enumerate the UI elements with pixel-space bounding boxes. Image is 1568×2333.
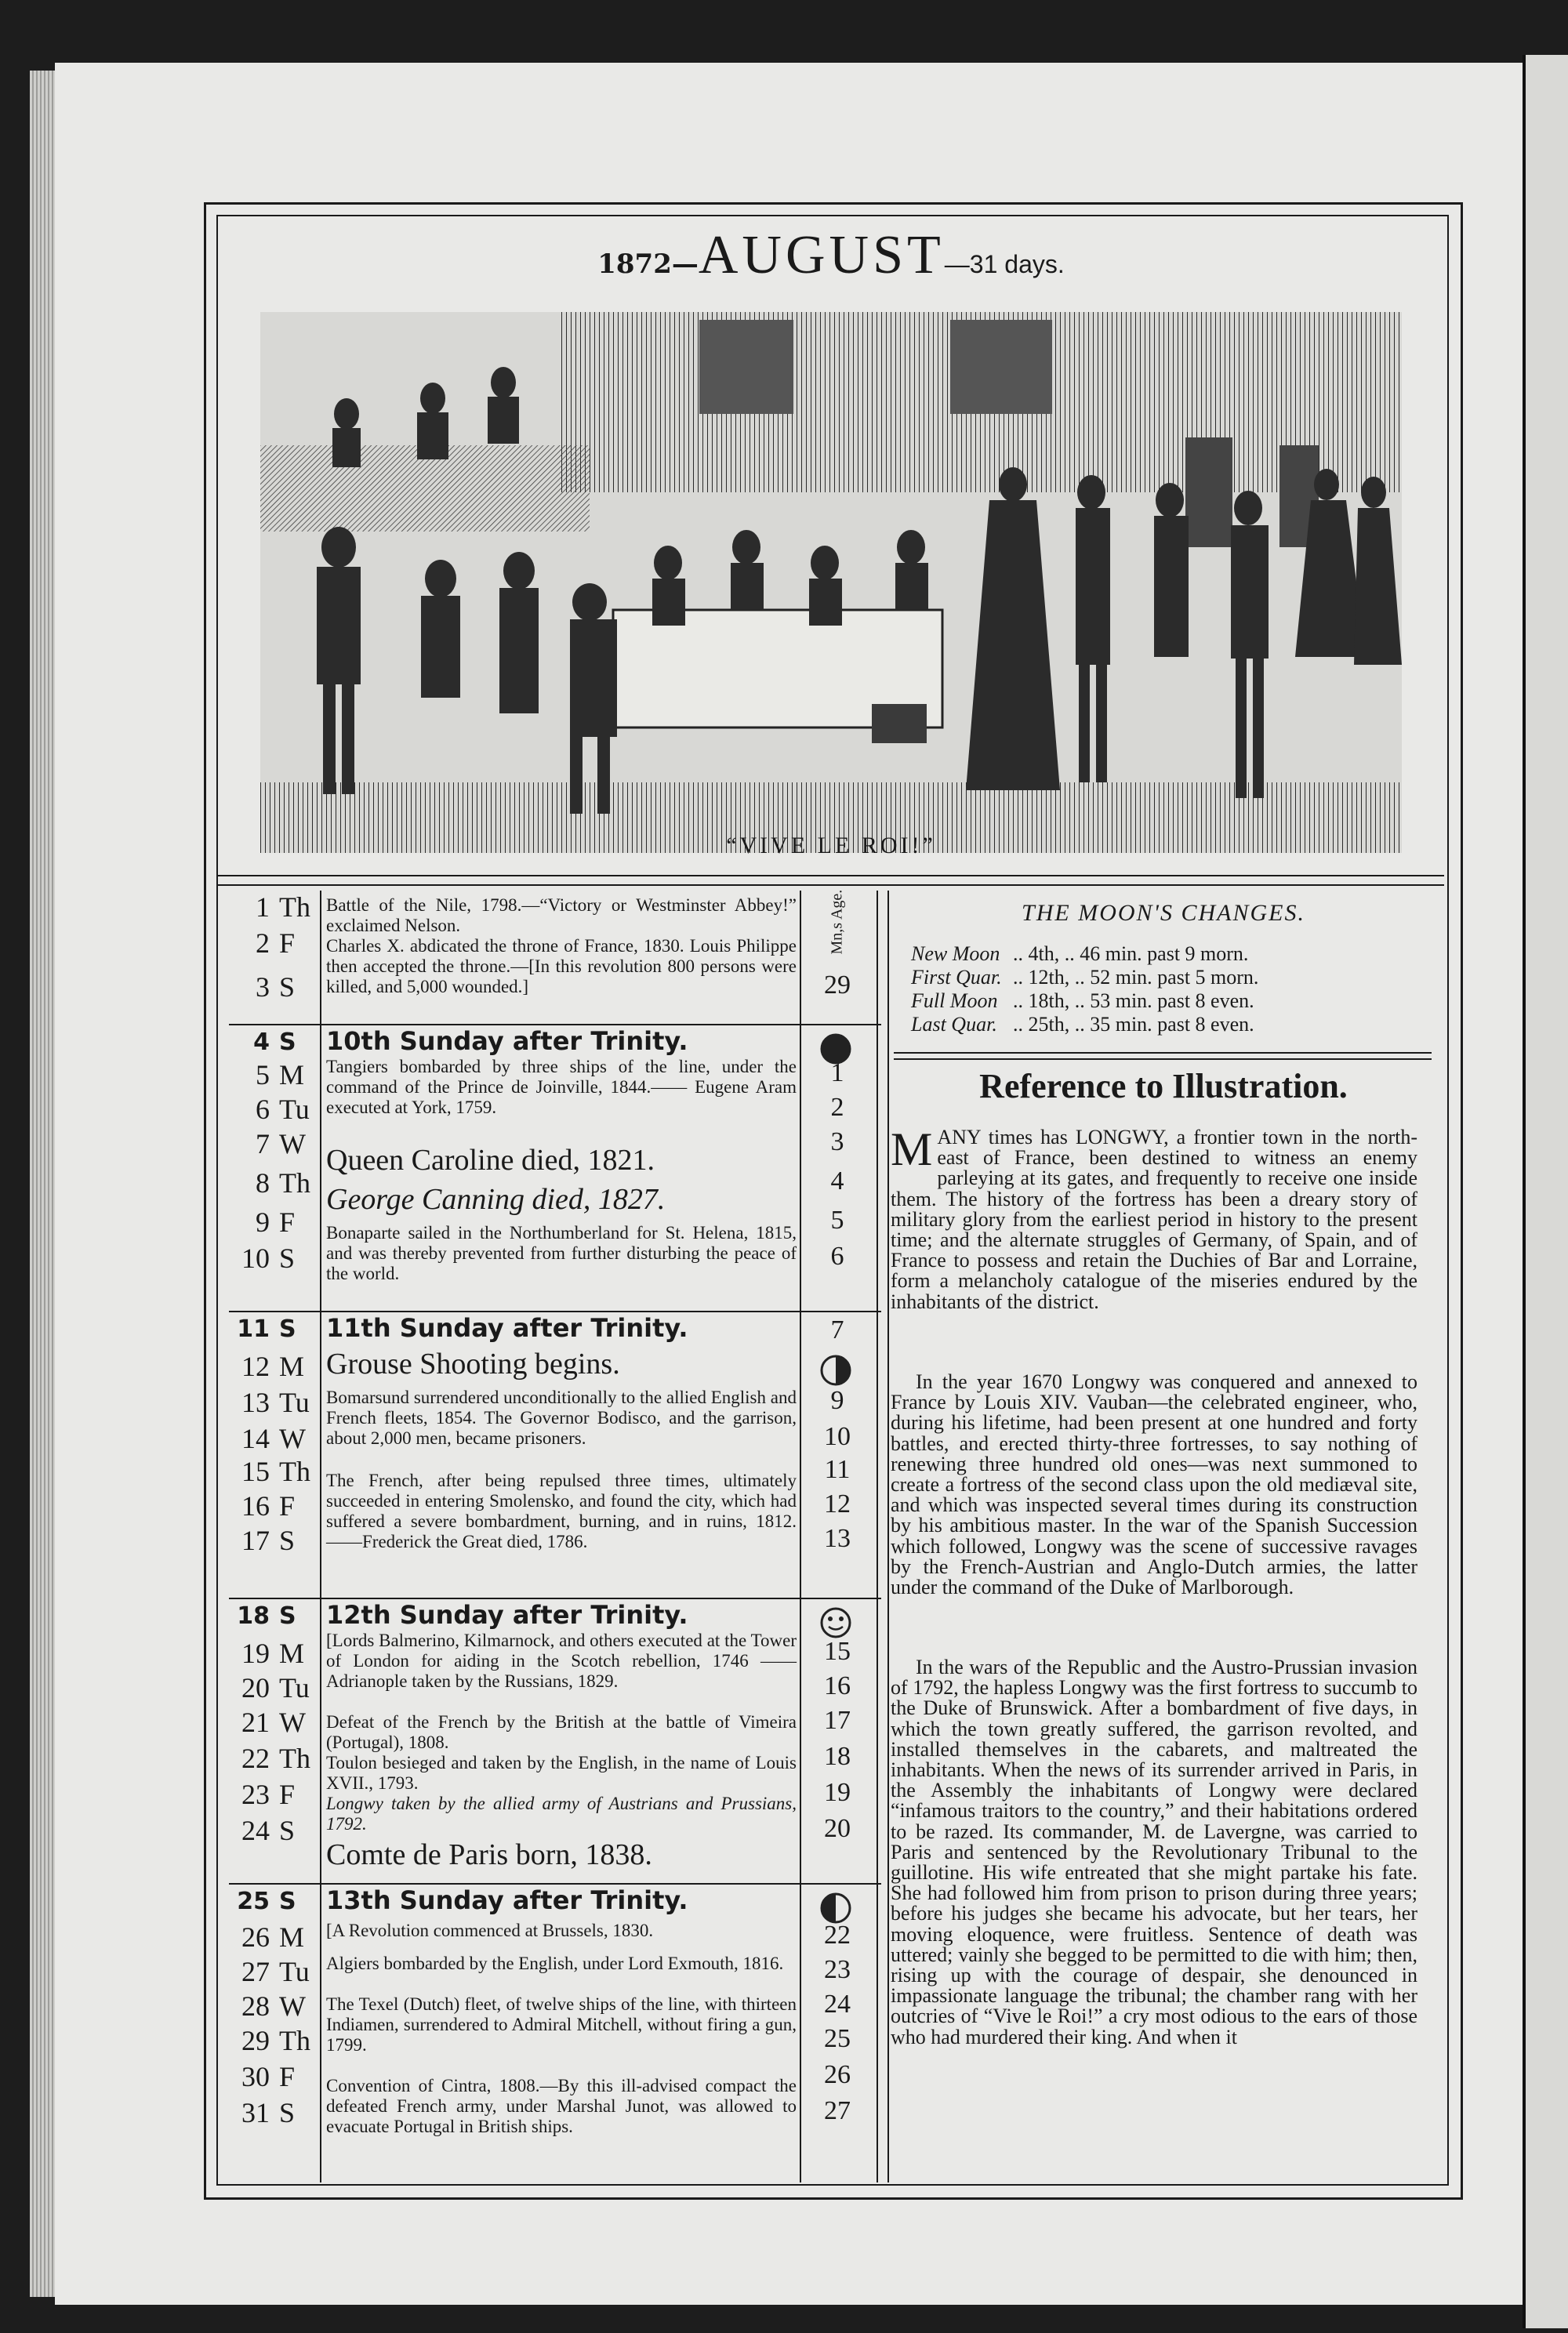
moon-changes-title: THE MOON'S CHANGES.: [1022, 900, 1305, 926]
moon-age: 15: [824, 1637, 851, 1666]
title-year: 1872—: [597, 249, 699, 280]
event-aug-28: The Texel (Dutch) fleet, of twelve ships of the line, with thirteen Indiamen, surrendered to Admiral Mitchell, without firing a gun, 1799.: [326, 1994, 797, 2055]
day-number: 27: [241, 1956, 270, 1987]
page-title: [216, 224, 1446, 287]
moon-age: 11: [824, 1455, 851, 1484]
week-rule: [229, 1598, 881, 1599]
weekday-abbrev: S: [279, 1602, 296, 1630]
event-aug-12: Grouse Shooting begins.: [326, 1348, 620, 1381]
day-number: 6: [256, 1094, 270, 1125]
phase-name: Last Quar.: [911, 1013, 997, 1036]
event-aug-25-sunday: 13th Sunday after Trinity.: [326, 1885, 688, 1915]
phase-full-moon: [911, 989, 1428, 1013]
moon-age: 9: [830, 1386, 844, 1415]
weekday-abbrev: W: [279, 1990, 306, 2022]
event-aug-5: Tangiers bombarded by three ships of the line, under the command of the Prince de Joinville, 1844.—— Eugene Aram executed at York, 1759.: [326, 1057, 797, 1117]
day-number: 29: [241, 2025, 270, 2056]
caption-rule-double: [218, 884, 1444, 886]
reference-paragraph-1: [891, 1123, 1417, 1313]
weekday-abbrev: F: [279, 2061, 296, 2092]
weekday-abbrev: Tu: [279, 1094, 310, 1125]
title-days: —31 days.: [944, 250, 1065, 278]
moon-age: 25: [824, 2024, 851, 2053]
moon-age: 13: [824, 1524, 851, 1553]
event-aug-22: Toulon besieged and taken by the English, in the name of Louis XVII., 1793.: [326, 1753, 797, 1793]
moon-age: 19: [824, 1778, 851, 1807]
weekday-abbrev: Tu: [279, 1387, 310, 1418]
moon-age: 20: [824, 1814, 851, 1843]
day-number: 25: [237, 1888, 270, 1915]
phase-name: Full Moon: [911, 989, 998, 1012]
reference-paragraph-2: In the year 1670 Longwy was conquered and annexed to France by Louis XIV. Vauban—the celebrated engineer, who, during his lifetime, had been present at one hundred and forty battles, and erected thirty-three fortresses, to say nothing of renewing three hundred old ones—was next summoned to create a fortress of the second class upon the old mediæval site, and which was inspected several times during its construction by his ambitious master. In the war of the Spanish Succession which followed, Longwy was the scene of successive ravages by the French-Austrian and Anglo-Dutch armies, the latter under the command of the Duke of Marlborough.: [891, 1370, 1417, 1599]
phase-time: .. 25th, .. 35 min. past 8 even.: [1013, 1013, 1254, 1036]
day-number: 10: [241, 1243, 270, 1274]
moon-age: 2: [830, 1093, 844, 1122]
drop-cap: M: [891, 1123, 933, 1175]
weekday-abbrev: F: [279, 1779, 296, 1810]
moon-age-header: Mn,s Age.: [828, 889, 846, 955]
moon-age: 26: [824, 2060, 851, 2089]
moon-age: 12: [824, 1489, 851, 1518]
day-number: 9: [256, 1206, 270, 1238]
moon-age: 3: [830, 1127, 844, 1156]
weekday-abbrev: Tu: [279, 1956, 310, 1987]
weekday-abbrev: W: [279, 1423, 306, 1454]
event-aug-1: Battle of the Nile, 1798.—“Victory or Westminster Abbey!” exclaimed Nelson.: [326, 895, 797, 935]
moon-age: 7: [830, 1315, 844, 1344]
phase-time: .. 18th, .. 53 min. past 8 even.: [1013, 989, 1254, 1012]
moon-age: 29: [824, 971, 851, 1000]
weekday-abbrev: S: [279, 1888, 296, 1915]
day-number: 23: [241, 1779, 270, 1810]
engraving-illustration: [260, 312, 1402, 853]
moon-table-rule-double: [894, 1058, 1432, 1060]
weekday-abbrev: Tu: [279, 1672, 310, 1703]
title-month: AUGUST: [698, 225, 945, 285]
moon-age: 22: [824, 1921, 851, 1950]
caption-rule: [218, 875, 1444, 876]
weekday-abbrev: M: [279, 1638, 305, 1669]
day-number: 30: [241, 2061, 270, 2092]
event-aug-27: Algiers bombarded by the English, under Lord Exmouth, 1816.: [326, 1954, 784, 1973]
phase-time: .. 4th, .. 46 min. past 9 morn.: [1013, 942, 1249, 965]
full-moon-icon: [818, 1606, 853, 1640]
event-aug-23: Longwy taken by the allied army of Austrians and Prussians, 1792.: [326, 1794, 797, 1834]
weekday-abbrev: S: [279, 971, 296, 1003]
moon-age: 27: [824, 2096, 851, 2125]
phase-name: New Moon: [911, 942, 1000, 965]
facing-page-edge: [1523, 55, 1568, 2328]
weekday-abbrev: S: [279, 1243, 296, 1274]
day-number: 24: [241, 1815, 270, 1846]
event-aug-13: Bomarsund surrendered unconditionally to the allied English and French fleets, 1854. The Governor Bodisco, and the garrison, about 2,000 men, became prisoners.: [326, 1388, 797, 1448]
day-number: 4: [253, 1029, 270, 1056]
event-aug-30: Convention of Cintra, 1808.—By this ill-advised compact the defeated French army, under Marshal Junot, was allowed to evacuate Portugal in British ships.: [326, 2076, 797, 2136]
weekday-abbrev: S: [279, 2097, 296, 2128]
weekday-abbrev: Th: [279, 1167, 310, 1199]
weekday-abbrev: Th: [279, 2025, 310, 2056]
week-rule: [229, 1024, 881, 1025]
weekday-abbrev: M: [279, 1921, 305, 1953]
day-number: 26: [241, 1921, 270, 1953]
event-aug-18-sunday: 12th Sunday after Trinity.: [326, 1600, 688, 1630]
day-number: 20: [241, 1672, 270, 1703]
day-number: 8: [256, 1167, 270, 1199]
calendar-right-rule: [877, 891, 878, 2182]
moon-age: 4: [830, 1166, 844, 1196]
day-number: 5: [256, 1059, 270, 1090]
event-aug-8: George Canning died, 1827.: [326, 1183, 666, 1216]
phase-time: .. 12th, .. 52 min. past 5 morn.: [1013, 966, 1259, 989]
weekday-abbrev: S: [279, 1815, 296, 1846]
paragraph-1-text: ANY times has LONGWY, a frontier town in the north-east of France, been destined to witness an enemy parleying at its gates, and frequently to receive one inside them. The history of the fortress has been a dreary story of military glory from the earliest period in history to the present time; and the alternate struggles of Germany, of Spain, and of France to possess and retain the Duchies of Bar and Lorraine, form a melancholy catalogue of the miseries endured by the inhabitants of the district.: [891, 1126, 1417, 1313]
moon-table-rule: [894, 1052, 1432, 1054]
moon-age: 6: [830, 1242, 844, 1271]
day-number: 22: [241, 1743, 270, 1774]
event-aug-26: [A Revolution commenced at Brussels, 1830.: [326, 1921, 654, 1940]
day-number: 11: [237, 1315, 270, 1343]
moon-age: 24: [824, 1990, 851, 2019]
phase-last-quarter: [911, 1013, 1428, 1036]
calendar-table: [229, 891, 887, 2182]
event-aug-9: Bonaparte sailed in the Northumberland for St. Helena, 1815, and was thereby prevented from further disturbing the peace of the world.: [326, 1223, 797, 1283]
moon-age: 16: [824, 1671, 851, 1700]
week-rule: [229, 1311, 881, 1312]
weekday-column-rule: [320, 891, 321, 2182]
moon-age: 18: [824, 1742, 851, 1771]
moon-age: 17: [824, 1706, 851, 1735]
phase-name: First Quar.: [911, 966, 1002, 989]
event-aug-4-sunday: 10th Sunday after Trinity.: [326, 1026, 688, 1056]
day-number: 13: [241, 1387, 270, 1418]
day-number: 1: [256, 891, 270, 923]
day-number: 14: [241, 1423, 270, 1454]
day-number: 15: [241, 1456, 270, 1487]
moon-age: 23: [824, 1955, 851, 1984]
weekday-abbrev: Th: [279, 1743, 310, 1774]
weekday-abbrev: W: [279, 1128, 306, 1159]
weekday-abbrev: Th: [279, 891, 310, 923]
weekday-abbrev: S: [279, 1029, 296, 1056]
day-number: 16: [241, 1490, 270, 1522]
weekday-abbrev: M: [279, 1351, 305, 1382]
column-divider: [887, 891, 889, 2182]
age-column-rule: [800, 891, 801, 2182]
event-aug-24: Comte de Paris born, 1838.: [326, 1838, 652, 1871]
reference-title: Reference to Illustration.: [979, 1067, 1348, 1105]
weekday-abbrev: Th: [279, 1456, 310, 1487]
event-aug-2: Charles X. abdicated the throne of France, 1830. Louis Philippe then accepted the throne.—[In this revolution 800 persons were killed, and 5,000 wounded.]: [326, 936, 797, 996]
day-number: 31: [241, 2097, 270, 2128]
weekday-abbrev: F: [279, 1206, 296, 1238]
first-quarter-icon: [818, 1353, 853, 1388]
phase-first-quarter: [911, 966, 1428, 989]
day-number: 2: [256, 927, 270, 959]
weekday-abbrev: F: [279, 927, 296, 959]
weekday-abbrev: S: [279, 1315, 296, 1343]
day-number: 19: [241, 1638, 270, 1669]
moon-age: 1: [830, 1058, 844, 1087]
event-aug-21: Defeat of the French by the British at the battle of Vimeira (Portugal), 1808.: [326, 1712, 797, 1752]
event-aug-15: The French, after being repulsed three times, ultimately succeeded in entering Smolensko, and found the city, which had suffered a severe bombardment, burning, and in ruins, 1812.——Frederick the Great died, 1786.: [326, 1471, 797, 1551]
day-number: 3: [256, 971, 270, 1003]
event-aug-11-sunday: 11th Sunday after Trinity.: [326, 1313, 688, 1343]
moon-age: 5: [830, 1206, 844, 1235]
day-number: 7: [256, 1128, 270, 1159]
weekday-abbrev: W: [279, 1707, 306, 1738]
day-number: 17: [241, 1525, 270, 1556]
illustration-caption: “VIVE LE ROI!”: [726, 833, 936, 858]
reference-paragraph-3: In the wars of the Republic and the Austro-Prussian invasion of 1792, the hapless Longwy was the first fortress to succumb to the Duke of Brunswick. After a bombardment of five days, in which the town greatly suffered, the garrison revolted, and installed themselves in the cabarets, and maltreated the inhabitants. When the news of its surrender arrived in Paris, in the Assembly the inhabitants of Longwy were declared “infamous traitors to the country,” and their habitations ordered to be razed. Its commander, M. de Lavergne, was carried to Paris and sentenced by the Revolutionary Tribunal to the guillotine. His wife entreated that she might partake his fate. She had followed him from prison to prison during three years; before his judges she became his advocate, but her tears, her moving eloquence, were fruitless. Sentence of death was uttered; vainly she begged to be permitted to die with him; then, rising up with the courage of despair, she denounced in impassionate language the tribunal; the chamber rang with her outcries of “Vive le Roi!” a cry most odious to the ears of those who had murdered their king. And when it: [891, 1656, 1417, 2048]
week-rule: [229, 1883, 881, 1885]
weekday-abbrev: F: [279, 1490, 296, 1522]
event-aug-19: [Lords Balmerino, Kilmarnock, and others executed at the Tower of London for aiding in the Scotch rebellion, 1746 ——Adrianople taken by the Russians, 1829.: [326, 1631, 797, 1691]
moon-age: 10: [824, 1422, 851, 1451]
day-number: 21: [241, 1707, 270, 1738]
day-number: 28: [241, 1990, 270, 2022]
event-aug-7: Queen Caroline died, 1821.: [326, 1144, 655, 1177]
weekday-abbrev: M: [279, 1059, 305, 1090]
day-number: 18: [237, 1602, 270, 1630]
weekday-abbrev: S: [279, 1525, 296, 1556]
phase-new-moon: [911, 942, 1428, 966]
day-number: 12: [241, 1351, 270, 1382]
